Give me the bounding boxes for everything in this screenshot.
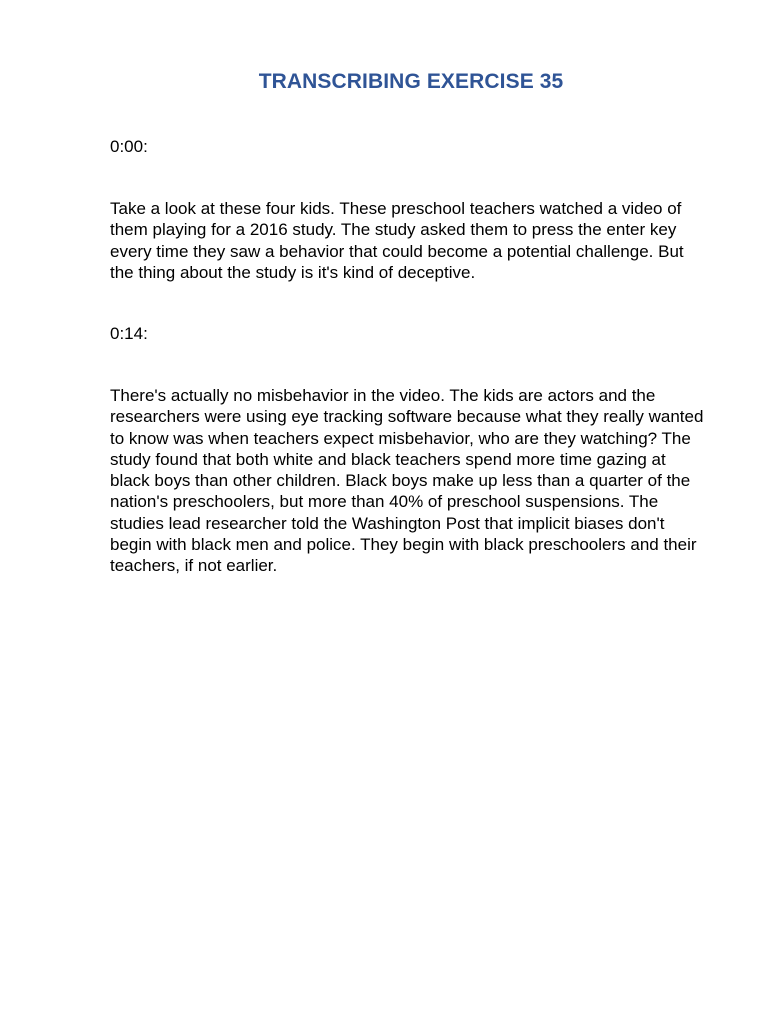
transcript-paragraph-1: There's actually no misbehavior in the video. The kids are actors and the researchers were using eye tracking software because what they really wanted to know was when teachers expect misbehavior, who are they watching? The study found that both white and black teachers spend more time gazing at black boys than other children. Black boys make up less than a quarter of the nation's preschoolers, but more than 40% of preschool suspensions. The studies lead researcher told the Washington Post that implicit biases don't begin with black men and police. They begin with black preschoolers and their teachers, if not earlier. xyxy=(110,386,704,576)
timestamp-1: 0:14: xyxy=(110,324,148,343)
timestamp-0: 0:00: xyxy=(110,137,148,156)
page-title: TRANSCRIBING EXERCISE 35 xyxy=(258,70,564,93)
transcript-paragraph-0: Take a look at these four kids. These preschool teachers watched a video of them playing for a 2016 study. The study asked them to press the enter key every time they saw a behavior that could become a potential challenge. But the thing about the study is it's kind of deceptive. xyxy=(110,199,684,282)
